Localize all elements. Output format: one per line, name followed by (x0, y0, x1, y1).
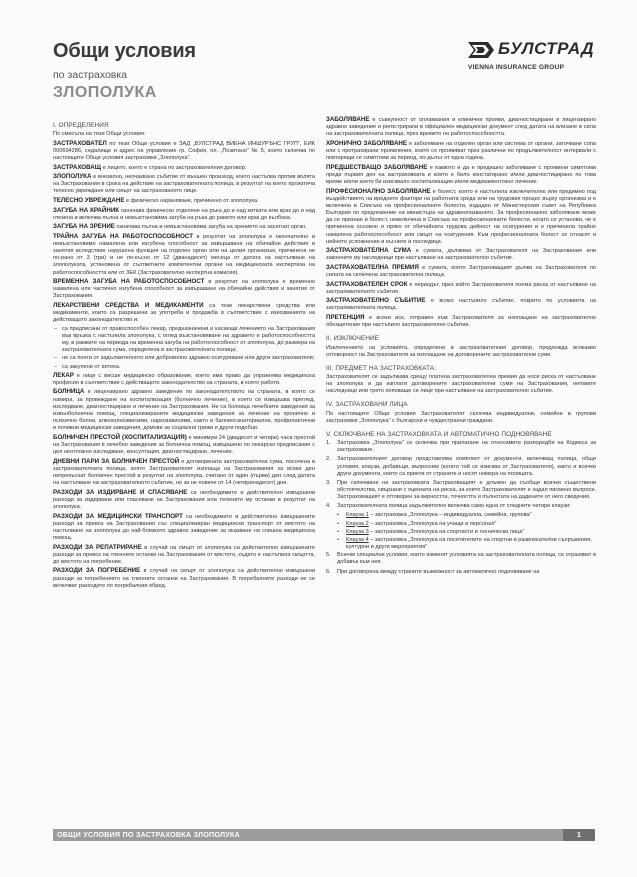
clause-item (326, 521, 596, 528)
item-number: 2. (326, 456, 331, 463)
defined-term: ХРОНИЧНО ЗАБОЛЯВАНЕ (326, 139, 408, 147)
section-heading: IV. ЗАСТРАХОВАНИ ЛИЦА (326, 401, 408, 409)
page-title: Общи условия (53, 40, 196, 62)
paragraph-text: е каквото и да е предишно заболяване с проявени симптоми преди първия ден на застраховката и които е било констатирано и/или диагностицирано по това време и/или което би изисквало хоспитализация и/или медикаментозно лечение. (326, 164, 596, 186)
clause-text: – застраховка „Злополука – индивидуална, семейна, групова“ (368, 512, 532, 519)
right-column (326, 116, 596, 578)
defined-term: ЗАГУБА НА КРАЙНИК (53, 206, 120, 214)
definition-paragraph (326, 247, 596, 262)
defined-term: ЗЛОПОЛУКА (53, 173, 92, 181)
definition-paragraph (53, 513, 315, 543)
paragraph-text: означава физическо отделяне на ръка до и над китката или крак до и над глезена и включва пълна и невъзстановима загуба на ръка до рамото или крак до кълбока. (53, 207, 315, 221)
paragraph-text: означава пълна и невъзстановима загуба на зрението на засегнат орган. (114, 224, 307, 231)
paragraph-text: в резултат на злополука е временно намалена или частично изгубена способност за извършване на обичайни действия и занятия от Застрахования. (53, 279, 315, 300)
defined-term: РАЗХОДИ ЗА РЕПАТРИРАНЕ (53, 543, 142, 551)
defined-term: РАЗХОДИ ЗА МЕДИЦИНСКИ ТРАНСПОРТ (53, 512, 183, 520)
logo-name: БУЛСТРАД (498, 39, 595, 58)
defined-term: ДНЕВНИ ПАРИ ЗА БОЛНИЧЕН ПРЕСТОЙ (53, 457, 180, 465)
definition-paragraph (53, 489, 315, 511)
numbered-item (326, 569, 596, 576)
paragraph-text: е внезапно, неочаквано събитие от външен произход, което настъпва против волята на Застрахования в срока на действие на застрахователната полица, в резултат на което произтича телесно увреждане или смърт на застрахованото лице. (53, 174, 315, 195)
paragraph-text: са необходимите и действително извършени разходи за издирване или спасяване на Застрахования или телените му останки в резултат на злополука. (53, 489, 316, 510)
clause-text: – застраховка „Злополука на посетителите на спортни и развлекателни съоръжения, културни и други мероприятия“ (346, 536, 592, 551)
footer-text: ОБЩИ УСЛОВИЯ ПО ЗАСТРАХОВКА ЗЛОПОЛУКА (57, 830, 240, 839)
definition-paragraph (53, 233, 315, 277)
defined-term: РАЗХОДИ ЗА ПОГРЕБЕНИЕ (53, 567, 141, 575)
numbered-item (326, 456, 596, 477)
defined-term: ЗАСТРАХОВАЩ (53, 163, 102, 171)
paragraph-text: По смисъла на тези Общи условия: (53, 131, 146, 138)
paragraph-text: Застрахователят се задължава срещу платена застрахователна премия да носи риска от настъпване на злополука и да изплати договорените застрахователни суми на Застрахования, неговите наследници или трето поповаще се лице при настъпване на застрахователно събитие. (326, 373, 596, 395)
defined-term: ЗАСТРАХОВАТЕЛЕН СРОК (326, 280, 408, 288)
definition-paragraph (326, 297, 596, 312)
defined-term: ЗАСТРАХОВАТЕЛНА СУМА (326, 247, 412, 255)
defined-term: ТРАЙНА ЗАГУБА НА РАБОТОСПОСОБНОСТ (53, 232, 194, 240)
definition-paragraph (326, 281, 596, 296)
paragraph-text: в случай на смърт от злополука са действително извършените разходи за превоз на тленните останки на Застрахования от мястото, където е настъпила смъртта, до мястото на погребение. (53, 544, 316, 565)
paragraph-text: е лицето, което е страна по застрахователния договор. (101, 164, 247, 171)
numbered-item (326, 552, 596, 566)
paragraph (326, 374, 596, 395)
paragraph-text: в резултат на злополука е окончателно и невъзстановимо намалена или изгубена способност за извършване на обичайни действия и занятия вследствие нарушена функция на отделен орган или на целия организъм, причинена не по-рано от 3 (три) и не по-късно от 12 (дванадесет) месеца от датата на настъпване на злополуката, установена от съответните компетентни органи на медицинската експертиза на работоспособността или от ЗЕК (Застрахователно експертна комисия). (53, 233, 315, 276)
clause-label: Клауза 4 (346, 536, 369, 543)
item-text: Застраховка „Злополука“ се сключва при прилагане на относимите разпоредби на Кодекса за застраховане. (337, 440, 596, 454)
clause-item (326, 537, 596, 551)
paragraph-text: е съвкупност от оплаквания и клинични прояви, диагностицирани в лицензирано здравно заведение и регистрирани в официален медицински документ след датата на влизане в сила на застрахователната полица, през времето на работоспособността. (326, 117, 596, 138)
definition-paragraph (326, 314, 596, 329)
item-number: 3. (326, 479, 331, 486)
footer-bar (53, 829, 595, 841)
defined-term: ЗАГУБА НА ЗРЕНИЕ (53, 223, 115, 231)
paragraph-text: е сумата, дължима от Застрахователя на Застрахования или законните му наследници при настъпване на застрахователно събитие. (326, 248, 596, 262)
definition-paragraph (53, 223, 315, 231)
bullet-item: – не са поети от задължителното или доброволно здравно осигуряване или други застрахователи; (53, 355, 315, 362)
definition-paragraph (53, 302, 315, 324)
numbered-item (326, 480, 596, 501)
definition-paragraph (53, 544, 315, 566)
paragraph (326, 345, 596, 359)
page-number: 1 (563, 829, 595, 841)
clause-label: Клауза 2 (346, 520, 369, 527)
defined-term: ЗАСТРАХОВАТЕЛНО СЪБИТИЕ (326, 297, 426, 305)
definition-paragraph (53, 278, 315, 300)
definition-paragraph (53, 207, 315, 222)
defined-term: РАЗХОДИ ЗА ИЗДИРВАНЕ И СПАСЯВАНЕ (53, 488, 188, 496)
section-heading: I. ОПРЕДЕЛЕНИЯ (53, 122, 109, 129)
paragraph-text: е лицензирано здравно заведение по законодателството на страната, в която се намира, за провеждане на хоспитализация (болнично лечение), в което се извършва преглед, изследване, диагностициране и лечение на Застрахования. Не са болница лечебните заведения за извънболнична помощ, специализираните медицински заведения за лечение на хронично и психично болни, алкохолнозвисими, наркозависими, както и балнеосанаториални, профилактични и почивни медицински заведения, домове за социални грижи и други подобни. (53, 389, 315, 432)
item-number: 1. (326, 440, 331, 447)
item-number: 4. (326, 503, 331, 510)
left-column (53, 122, 315, 591)
defined-term: ПРОФЕСИОНАЛНО ЗАБОЛЯВАНЕ (326, 187, 431, 195)
definition-paragraph (53, 567, 315, 589)
item-text: Застрахователната полица задължително включва само една от следните четири клаузи: (337, 503, 571, 510)
clause-text: – застраховка „Злополука на спортисти и технически лица“ (368, 528, 525, 535)
clause-label: Клауза 3 (346, 528, 369, 535)
paragraph-text: По настоящите Общи условия Застрахователят сключва индивидуални, семейни и групови застраховки „Злополука“ с български и чуждестранни граждани. (326, 410, 596, 424)
definition-paragraph (326, 188, 596, 246)
definition-paragraph (53, 197, 315, 205)
section-heading: III. ПРЕДМЕТ НА ЗАСТРАХОВКАТА: (326, 364, 437, 372)
defined-term: ЗАБОЛЯВАНЕ (326, 116, 370, 123)
page-subtitle: по застраховка (53, 69, 128, 81)
item-text: При договорена между страните възможност за автоматично подновяване на (337, 568, 540, 575)
defined-term: ЛЕКАРСТВЕНИ СРЕДСТВА И МЕДИКАМЕНТИ (53, 301, 204, 309)
defined-term: ЗАСТРАХОВАТЕЛ (53, 139, 107, 147)
clause-label: Клауза 1 (346, 512, 369, 519)
logo-subtitle: VIENNA INSURANCE GROUP (468, 64, 565, 71)
bullet-item: – са закупени от аптека. (53, 364, 315, 371)
paragraph-text: в случай на смърт от злополука са действително извършени разходи за погребението на тленните останки на Застрахования. В погребалните разходи не се включват разходите по погребалния обред. (53, 568, 316, 589)
item-text: Застрахователният договор представлява комплект от документи, включващ полица, общи условия, клаузи, добавъци, въпросник (когато той се изисква от Застрахователя), както и всички други документи, които са приети от страните и носят номера на полицата. (337, 456, 596, 477)
item-number: 5. (326, 552, 331, 559)
defined-term: БОЛНИЧЕН ПРЕСТОЙ (ХОСПИТАЛИЗАЦИЯ) (53, 433, 187, 441)
definition-paragraph (53, 458, 315, 488)
definition-paragraph (53, 434, 315, 456)
paragraph (53, 131, 315, 138)
item-text: При сключване на застраховката Застраховащият е длъжен да съобщи всички съществени обстоятелства, свързани с оценката на риска, за които Застрахователят е задал писмено въпроси. Застраховащият е отговорен за верността, точността и пълнотата на дадените от него сведения. (337, 479, 596, 501)
company-logo (468, 40, 600, 80)
paragraph (326, 411, 596, 425)
numbered-item (326, 440, 596, 454)
definition-paragraph (53, 140, 315, 162)
defined-term: ЗАСТРАХОВАТЕЛНА ПРЕМИЯ (326, 263, 419, 271)
definition-paragraph (326, 140, 596, 162)
defined-term: ПРЕТЕНЦИЯ (326, 314, 365, 322)
defined-term: ЛЕКАР (53, 371, 74, 379)
paragraph-text: е сумата, която Застраховащият дължи на Застрахователя по силата на сключена застрахователна полица. (326, 264, 596, 279)
bulstrad-logo-icon (468, 40, 494, 60)
clause-item (326, 529, 596, 536)
definition-paragraph (326, 164, 596, 186)
paragraph-text: е договорената застрахователна сума, посочена в застрахователната полица, която Застрахователят изплаща на Застрахования за всеки ден непрекъснат болничен престой в резултат на злополука, считано от един (първи) ден след датата на настъпване на застрахователното събитие, но за не повече от 14 (четиринадесет) дни. (53, 458, 315, 487)
defined-term: ТЕЛЕСНО УВРЕЖДАНЕ (53, 196, 125, 204)
clause-item (326, 512, 596, 519)
paragraph-text: Изключението на условията, определени в застрахователния договор, предхожда всякакво отговорност на Застрахователя за изплащане на договорените застрахователни суми. (326, 344, 596, 358)
paragraph-text: е всяко настъпило събитие, покрито по условията на застрахователната полица. (326, 298, 596, 312)
definition-paragraph (53, 164, 315, 172)
section-heading: II. ИЗКЛЮЧЕНИЕ (326, 335, 380, 343)
definition-paragraph (326, 264, 596, 279)
defined-term: ПРЕДШЕСТВАЩО ЗАБОЛЯВАНЕ (326, 163, 428, 171)
paragraph-text: е заболяване на отделен орган или система от органи, заточване сопа или с протрахирани проявления, които се проявяват през различни по продължителност интервали с повтарящи се симптоми за период, по-дълъг от една година. (326, 140, 597, 162)
defined-term: ВРЕМЕННА ЗАГУБА НА РАБОТОСПОСОБНОСТ (53, 278, 205, 286)
paragraph-text: е минимум 24 (двадесет и четири) часа престой на Застрахования в лечебно заведение за болнична помощ, извършено по лекарско предписание с цел неотложно изследване, консултация, диагностициране, лечение. (53, 434, 316, 456)
paragraph-text: е болест, която е настъпила изключително или предимно под въздействието на вредните фактори на работната среда или на трудовия процес върху организма и е включена в Списъка на професионалните болести, издаден от Министерския съвет на Република България по предложение на министъра на здравеопазването. За професионално заболяване може да се признае и болест, невключена в Списъка на професионалните болести, когато се установи, че е причинена основно и пряко от обичайната трудова дейност на осигурения и е причинила трайно намалена работоспособност или смърт на осигурения. Към професионалната болест се отнасят и нейното усложнение и късните и последици. (326, 188, 597, 245)
product-name: ЗЛОПОЛУКА (53, 84, 157, 101)
numbered-item (326, 503, 596, 510)
item-text: Всички специални условия, които изменят условията на застрахователната полица, се отразяват в добавък към нея. (337, 552, 596, 566)
definition-paragraph (53, 388, 315, 432)
paragraph-text: по тези Общи условия е ЗАД „БУЛСТРАД ВИЕНА ИНШУРЪНС ГРУП“, ЕИК 000694286, седалище и адрес на управление гр. София, пл. „Позитано“ № 5, които сключва по настоящите Общи условия застраховки „Злополука“. (53, 140, 315, 162)
definition-paragraph (326, 116, 596, 138)
paragraph-text: са тези лекарствени средства или медикаменти, които са разрешени за употреба и продажба в съответствие с изискванията на действащото законодателство и: (53, 302, 315, 324)
paragraph-text: е лице с висше медицинско образование, което има право да упражнява медицинска професия в съответствие с действащото законодателство на страната, в която работи. (53, 372, 315, 386)
paragraph-text: е периодът, през който Застрахователя поема риска от настъпване на застрахователното събитие. (326, 281, 596, 295)
definition-paragraph (53, 372, 315, 387)
defined-term: БОЛНИЦА (53, 388, 85, 396)
definition-paragraph (53, 173, 315, 195)
paragraph-text: е физическо нараняване, причинено от злополука. (124, 197, 259, 204)
bullet-item: – са предписани от правоспособен лекар, предназначени и касаещи лечението на Застрахования във връзка с настъпила злополука, с оглед възстановяване на здравето и работоспособността му, в рамките на периода на временна загуба на работоспособност от злополука, до размера на застрахователната сума, определена в застрахователната полица; (53, 326, 315, 355)
paragraph-text: са необходимите и действително извършените разходи за превоз на Застрахования със специализиран медицински транспорт от мястото на настъпване на злополука до най-близкото здравно заведение за оказване на спешна медицинска помощ. (53, 513, 315, 541)
item-number: 6. (326, 568, 331, 575)
section-heading: V. СКЛЮЧВАНЕ НА ЗАСТРАХОВКАТА И АВТОМАТИЧНО ПОДНОВЯВАНЕ (326, 430, 552, 438)
clause-text: – застраховка „Злополука на учащи и персонал“ (368, 520, 497, 527)
paragraph-text: е всеки иск, отправен към Застрахователя за изплащане на застрахователно обезщетение при настъпило застрахователно събитие. (326, 315, 596, 329)
